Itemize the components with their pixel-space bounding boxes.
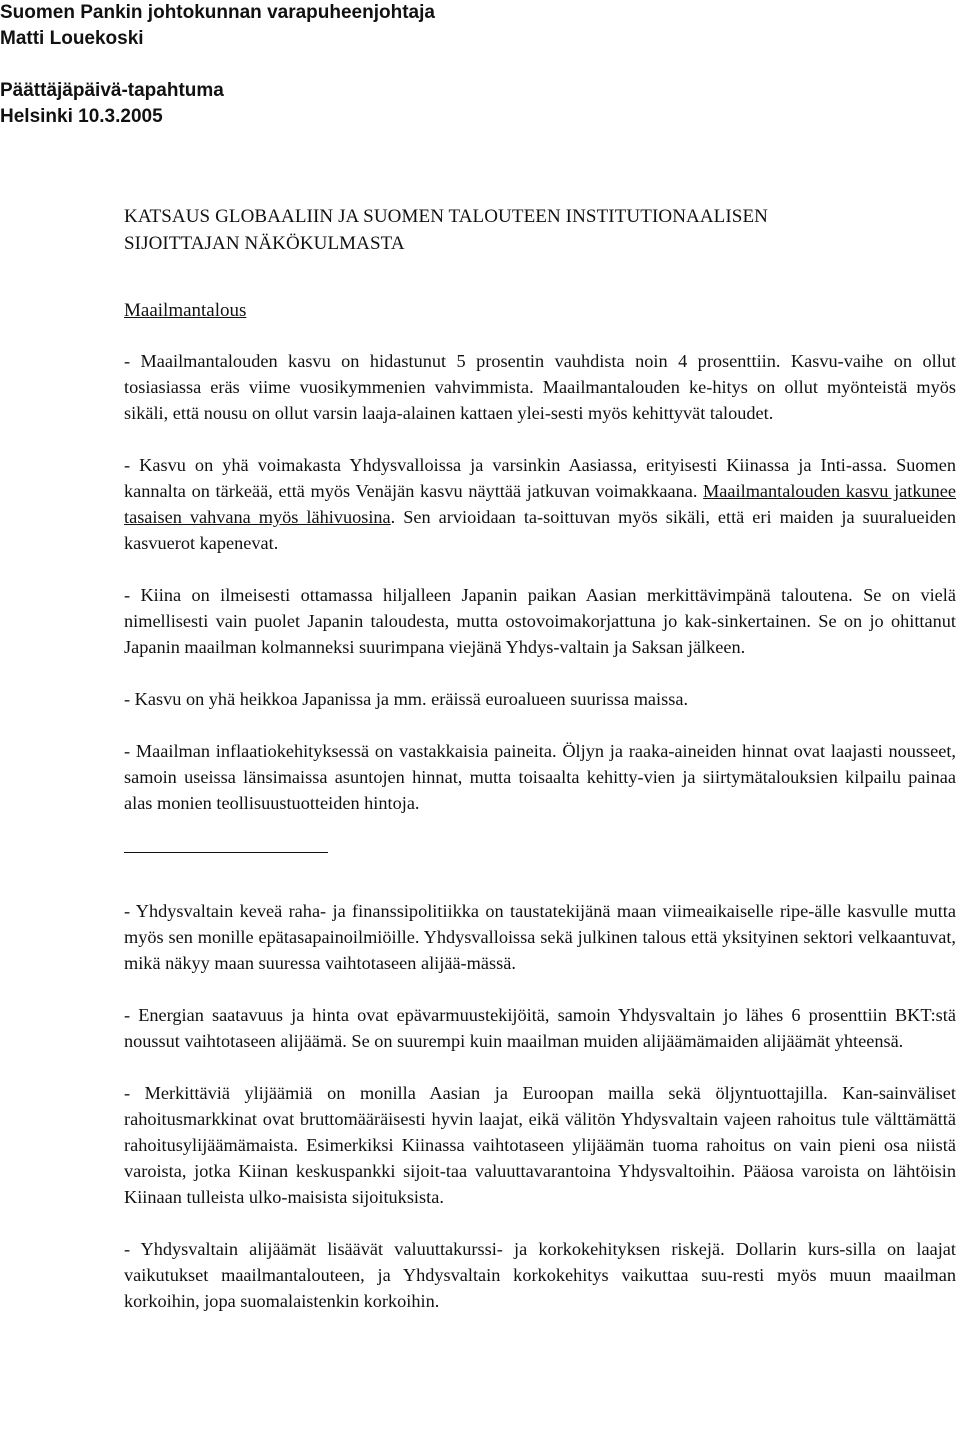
speaker-header xyxy=(0,0,600,130)
paragraph-energy: - Energian saatavuus ja hinta ovat epävarmuustekijöitä, samoin Yhdysvaltain jo lähes 6 prosenttiin BKT:stä noussut vaihtotaseen alijäämä. Se on suurempi kuin maailman muiden alijäämämaiden alijäämät yhteensä. xyxy=(124,1005,956,1051)
underlined-statement: Maailmantalouden kasvu jatkunee tasaisen vahvana myös lähivuosina xyxy=(124,481,956,527)
paragraph-japan: - Kasvu on yhä heikkoa Japanissa ja mm. eräissä euroalueen suurissa maissa. xyxy=(124,689,689,709)
section-divider-line xyxy=(124,852,328,853)
title-line-1: KATSAUS GLOBAALIIN JA SUOMEN TALOUTEEN INSTITUTIONAALISEN xyxy=(124,206,768,227)
document-title xyxy=(124,203,956,257)
paragraph-us-policy: - Yhdysvaltain keveä raha- ja finanssipolitiikka on taustatekijänä maan viimeaikaiselle ripe-älle kasvulle mutta myös sen monille epätasapainoilmiöille. Yhdysvalloissa sekä julkinen talous että yksityinen sektori velkaantuvat, mikä näkyy maan suuressa vaihtotaseen alijää-mässä. xyxy=(124,901,956,973)
paragraph-text: . Sen arvioidaan ta-soittuvan myös sikäli, että eri maiden ja suuralueiden kasvuerot kapenevat. xyxy=(124,507,956,553)
paragraph-inflation: - Maailman inflaatiokehityksessä on vastakkaisia paineita. Öljyn ja raaka-aineiden hinnat ovat laajasti nousseet, samoin useissa länsimaissa asuntojen hinnat, mutta toisaalta kehitty-vien ja siirtymätalouksien kilpailu painaa alas monien teollisuustuotteiden hintoja. xyxy=(124,741,956,813)
event-place-date: Helsinki 10.3.2005 xyxy=(0,106,163,127)
section-heading: Maailmantalous xyxy=(124,300,247,321)
paragraph-deficit-risks: - Yhdysvaltain alijäämät lisäävät valuuttakurssi- ja korkokehityksen riskejä. Dollarin kurs-silla on laajat vaikutukset maailmantalouteen, ja Yhdysvaltain korkokehitys vaikuttaa suu-resti myös muun maailman korkoihin, jopa suomalaistenkin korkoihin. xyxy=(124,1239,956,1311)
paragraph-text: - Kasvu on yhä voimakasta Yhdysvalloissa ja varsinkin Aasiassa, erityisesti Kiinassa ja Inti-assa. Suomen kannalta on tärkeää, että myös Venäjän kasvu näyttää jatkuvan voimakkaana. xyxy=(124,455,956,501)
title-line-2: SIJOITTAJAN NÄKÖKULMASTA xyxy=(124,233,405,254)
paragraph-growth-regions xyxy=(124,452,956,556)
paragraph-surpluses: - Merkittäviä ylijäämiä on monilla Aasian ja Euroopan mailla sekä öljyntuottajilla. Kan-sainväliset rahoitusmarkkinat ovat bruttomääräisesti hyvin laajat, eikä välitön Yhdysvaltain vajeen rahoitus tule välttämättä rahoitusylijäämämaista. Esimerkiksi Kiinassa vaihtotaseen ylijäämän tuoma rahoitus on vain pieni osa niistä varoista, jotka Kiinan keskuspankki sijoit-taa valuuttavarantoina Yhdysvaltoihin. Pääosa varoista on lähtöisin Kiinaan tulleista ulko-maisista sijoituksista. xyxy=(124,1083,956,1207)
event-name: Päättäjäpäivä-tapahtuma xyxy=(0,80,224,101)
speaker-name: Matti Louekoski xyxy=(0,28,144,49)
speaker-title: Suomen Pankin johtokunnan varapuheenjohtaja xyxy=(0,2,435,23)
divider-container xyxy=(124,848,956,874)
header-spacer xyxy=(0,52,600,78)
paragraph-growth-slowdown: - Maailmantalouden kasvu on hidastunut 5 prosentin vauhdista noin 4 prosenttiin. Kasvu-vaihe on ollut tosiasiassa eräs viime vuosikymmenien vahvimmista. Maailmantalouden ke-hitys on ollut myönteistä myös sikäli, että nousu on ollut varsin laaja-alainen kattaen ylei-sesti myös kehittyvät taloudet. xyxy=(124,351,956,423)
document-body xyxy=(124,203,956,1314)
paragraph-china: - Kiina on ilmeisesti ottamassa hiljalleen Japanin paikan Aasian merkittävimpänä taloutena. Se on vielä nimellisesti vain puolet Japanin taloudesta, mutta ostovoimakorjattuna jo kak-sinkertainen. Se on jo ohittanut Japanin maailman kolmanneksi suurimpana viejänä Yhdys-valtain ja Saksan jälkeen. xyxy=(124,585,956,657)
